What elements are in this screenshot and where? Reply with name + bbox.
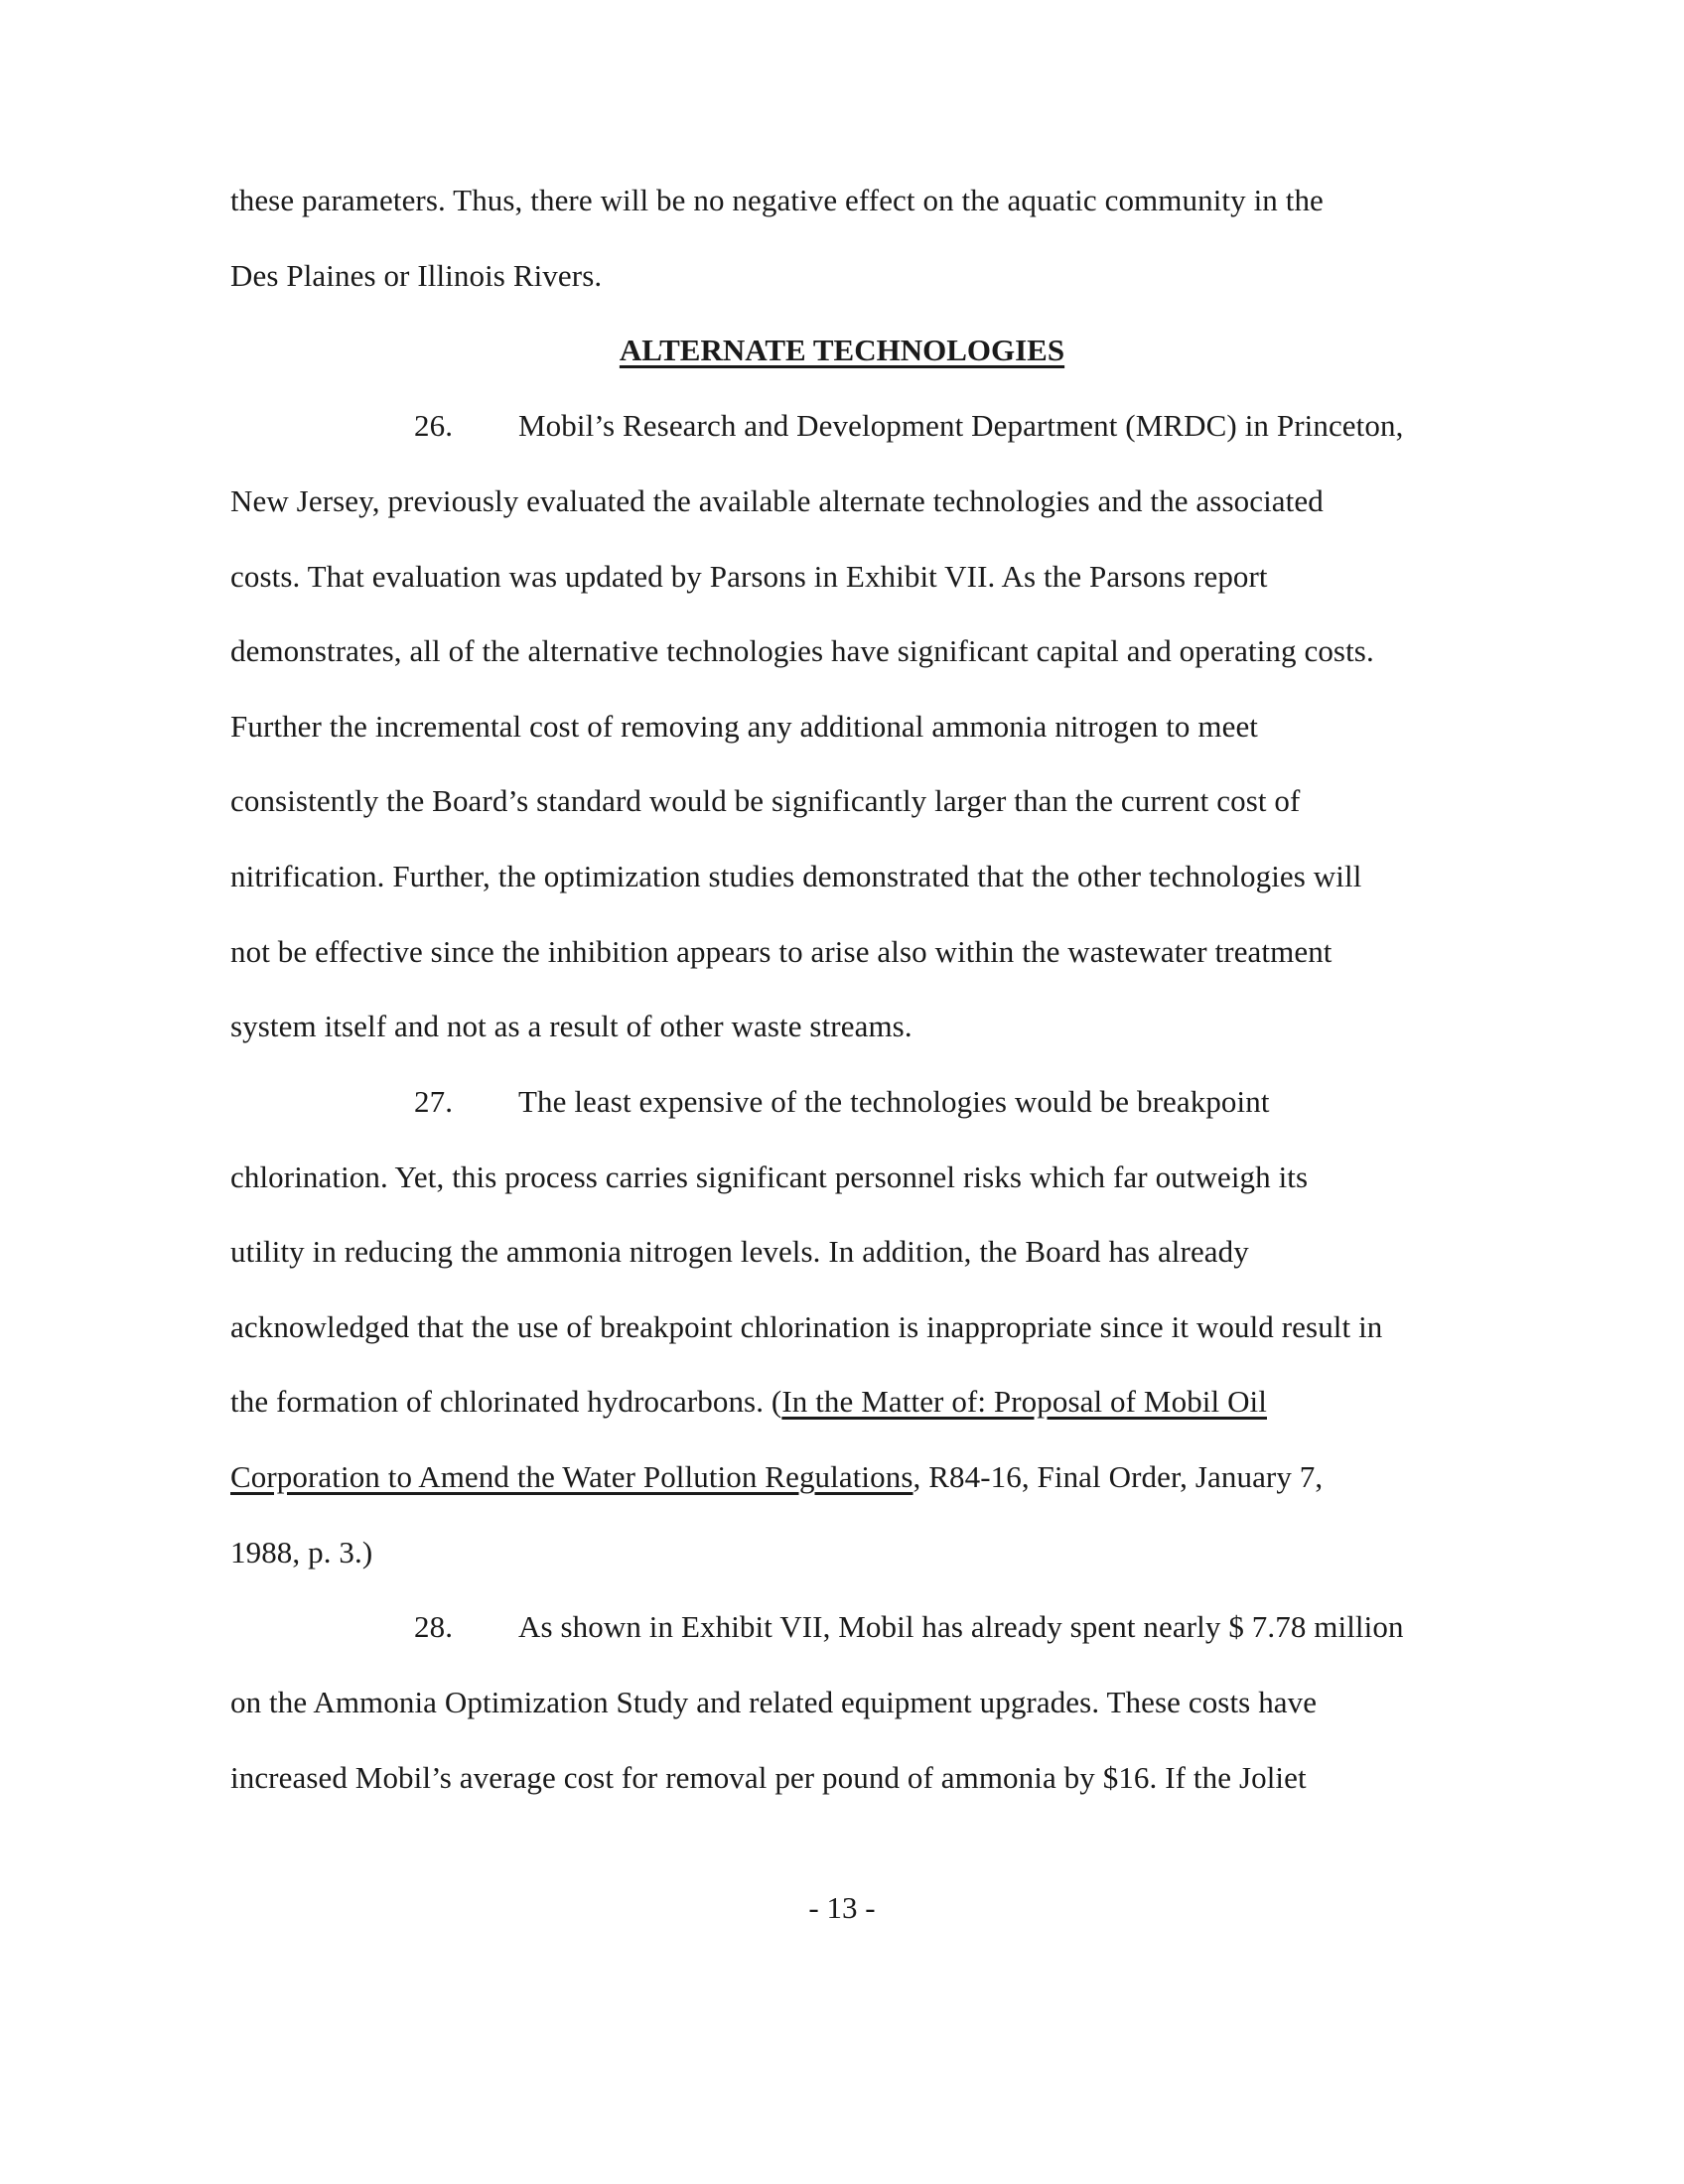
body-text-line: Des Plaines or Illinois Rivers. <box>230 258 603 293</box>
body-text-line: costs. That evaluation was updated by Parsons in Exhibit VII. As the Parsons report <box>230 559 1268 594</box>
body-text-line: acknowledged that the use of breakpoint chlorination is inappropriate since it would result in <box>230 1309 1383 1344</box>
body-text: the formation of chlorinated hydrocarbons. ( <box>230 1384 782 1419</box>
body-text-line: on the Ammonia Optimization Study and related equipment upgrades. These costs have <box>230 1685 1318 1719</box>
body-text: As shown in Exhibit VII, Mobil has already spent nearly $ 7.78 million <box>518 1609 1404 1644</box>
body-text-line: nitrification. Further, the optimization studies demonstrated that the other technologies will <box>230 859 1362 893</box>
paragraph-number: 26. <box>414 408 454 443</box>
body-text-line: New Jersey, previously evaluated the available alternate technologies and the associated <box>230 483 1324 518</box>
body-text-line <box>230 1382 1267 1422</box>
body-text-line: Further the incremental cost of removing any additional ammonia nitrogen to meet <box>230 709 1259 744</box>
body-text: , R84-16, Final Order, January 7, <box>912 1459 1324 1494</box>
page-number: - 13 - <box>808 1890 876 1925</box>
body-text-line: demonstrates, all of the alternative technologies have significant capital and operating costs. <box>230 633 1374 668</box>
body-text-line: these parameters. Thus, there will be no negative effect on the aquatic community in the <box>230 183 1324 217</box>
paragraph-number: 28. <box>414 1609 454 1644</box>
case-citation-title: Corporation to Amend the Water Pollution Regulations <box>230 1459 913 1494</box>
body-text-line: chlorination. Yet, this process carries significant personnel risks which far outweigh its <box>230 1160 1309 1194</box>
paragraph-27-first-line <box>414 1082 1270 1122</box>
body-text-line: 1988, p. 3.) <box>230 1535 373 1570</box>
paragraph-26-first-line <box>414 406 1403 446</box>
case-citation-title: In the Matter of: Proposal of Mobil Oil <box>781 1384 1267 1419</box>
body-text: Mobil’s Research and Development Department (MRDC) in Princeton, <box>518 408 1404 443</box>
body-text-line: increased Mobil’s average cost for removal per pound of ammonia by $16. If the Joliet <box>230 1760 1307 1795</box>
paragraph-number: 27. <box>414 1084 454 1119</box>
body-text-line: system itself and not as a result of other waste streams. <box>230 1009 912 1043</box>
paragraph-28-first-line <box>414 1607 1404 1647</box>
body-text-line: not be effective since the inhibition appears to arise also within the wastewater treatment <box>230 934 1333 969</box>
body-text: The least expensive of the technologies would be breakpoint <box>518 1084 1270 1119</box>
body-text-line: consistently the Board’s standard would be significantly larger than the current cost of <box>230 783 1301 818</box>
section-heading: ALTERNATE TECHNOLOGIES <box>619 333 1065 367</box>
body-text-line: utility in reducing the ammonia nitrogen levels. In addition, the Board has already <box>230 1234 1249 1269</box>
body-text-line <box>230 1457 1323 1497</box>
